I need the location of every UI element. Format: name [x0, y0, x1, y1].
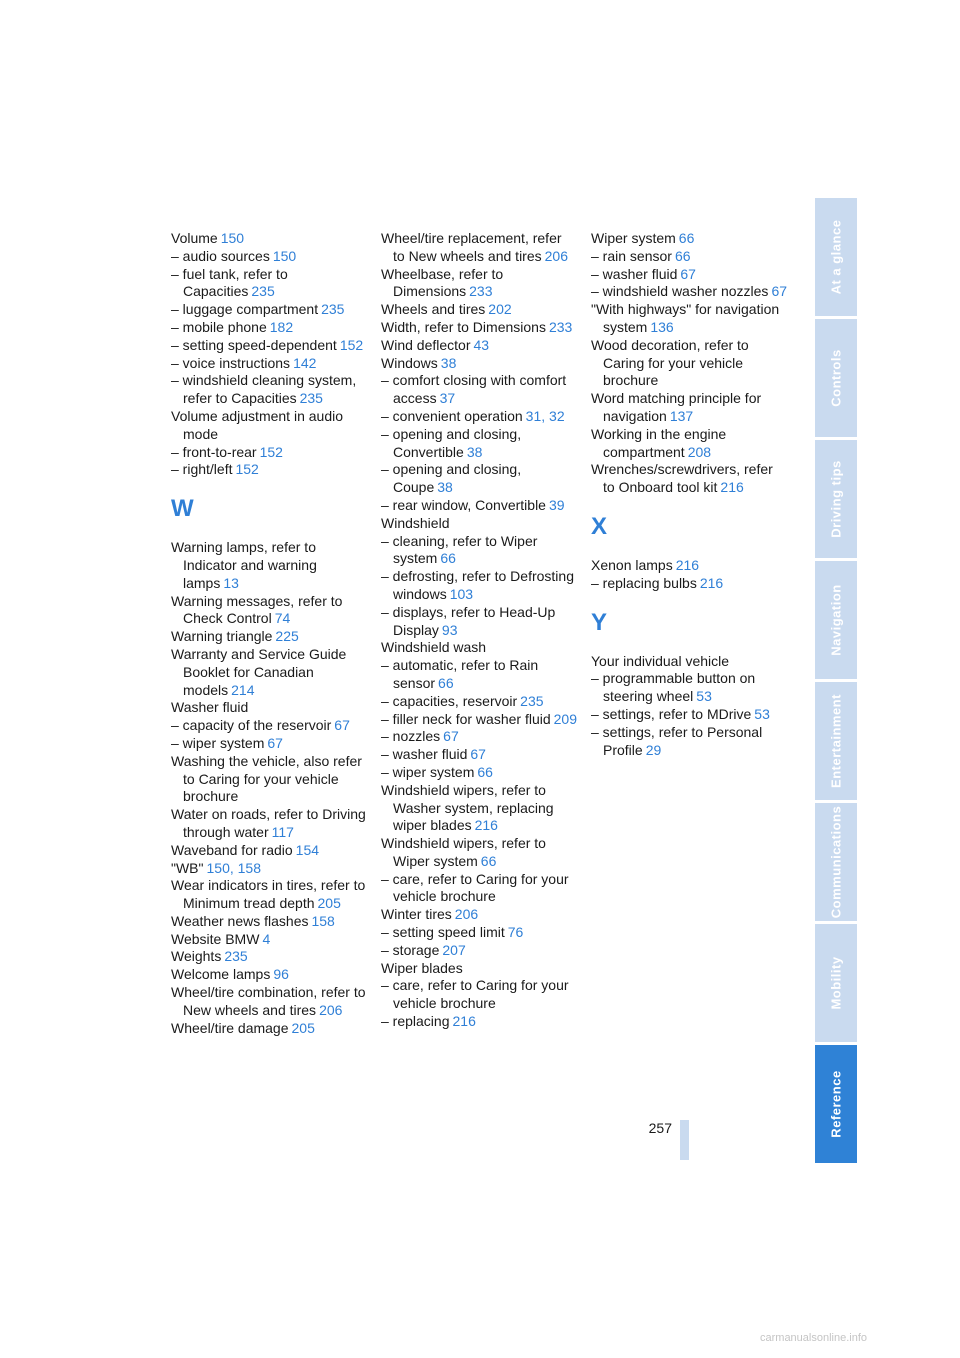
page-reference-link[interactable]: 136	[650, 318, 674, 335]
index-entry	[381, 835, 577, 871]
index-entry	[171, 1020, 367, 1038]
page-reference-link[interactable]: 117	[271, 823, 294, 840]
index-entry-text: – front-to-rear	[171, 443, 257, 460]
index-entry-text: – capacity of the reservoir	[171, 717, 332, 734]
page-reference-link[interactable]: 67	[470, 746, 486, 763]
page-reference-link[interactable]: 66	[440, 550, 456, 567]
page-reference-link[interactable]: 207	[442, 941, 466, 958]
index-entry-text: – replacing	[381, 1013, 450, 1030]
page-reference-link[interactable]: 225	[275, 628, 299, 645]
index-entry-text: Website BMW	[171, 930, 260, 947]
index-entry-text: "WB"	[171, 859, 204, 876]
index-entry-text: – mobile phone	[171, 318, 267, 335]
index-entry	[381, 942, 577, 960]
chapter-tab-label: Reference	[828, 1070, 844, 1138]
chapter-tab-controls[interactable]	[815, 319, 857, 437]
index-entry	[171, 984, 367, 1020]
index-section-letter: Y	[591, 608, 608, 636]
index-entry	[171, 372, 367, 408]
page-reference-link[interactable]: 205	[317, 895, 341, 912]
page-reference-link[interactable]: 103	[449, 585, 474, 602]
index-entry-text: Your individual vehicle	[591, 652, 730, 669]
index-entry-text: – programmable button on steering wheel	[591, 670, 756, 705]
page-reference-link[interactable]: 216	[452, 1013, 476, 1030]
page-reference-link[interactable]: 152	[235, 461, 259, 478]
index-entry	[591, 248, 787, 266]
page-reference-link[interactable]: 206	[319, 1001, 343, 1018]
index-entry	[381, 337, 577, 355]
page-reference-link[interactable]: 31	[525, 407, 542, 424]
chapter-tab-mobility[interactable]	[815, 924, 857, 1042]
index-entry-text: – rear window, Convertible	[381, 496, 546, 513]
index-entry-text: – cleaning, refer to Wiper system	[381, 532, 538, 567]
index-entry-text: – right/left	[171, 461, 233, 478]
page-reference-link[interactable]: 67	[771, 283, 788, 300]
chapter-tab-driving-tips[interactable]	[815, 440, 857, 558]
index-entry-text: – rain sensor	[591, 247, 672, 264]
index-entry	[171, 913, 367, 931]
page-reference-link[interactable]: 216	[699, 574, 724, 591]
index-entry	[381, 711, 577, 729]
page-reference-link[interactable]: 154	[295, 841, 320, 858]
page-reference-link[interactable]: 206	[544, 247, 568, 264]
index-entry-text: – settings, refer to Personal Profile	[591, 723, 763, 758]
index-entry	[591, 337, 787, 390]
index-entry	[591, 557, 787, 575]
page-reference-link[interactable]: 152	[339, 336, 364, 353]
index-entry-text: – wiper system	[171, 734, 265, 751]
page-reference-link[interactable]: 96	[273, 966, 289, 983]
index-entry	[381, 497, 577, 515]
index-entry	[381, 319, 577, 337]
index-entry-text: – storage	[381, 941, 440, 958]
index-entry-text: Winter tires	[381, 906, 452, 923]
page-reference-link[interactable]: 13	[223, 574, 239, 591]
index-entry	[591, 670, 787, 706]
index-entry-text: – convenient operation	[381, 407, 523, 424]
index-entry	[171, 699, 367, 717]
page-reference-link[interactable]: 152	[259, 443, 283, 460]
index-entry	[171, 628, 367, 646]
index-entry-text: Warning lamps, refer to Indicator and warning lamps	[171, 539, 317, 591]
index-entry	[591, 724, 787, 760]
page-reference-link[interactable]: 74	[274, 610, 291, 627]
page-reference-link[interactable]: 66	[438, 674, 454, 691]
index-entry-text: "With highways" for navigation system	[591, 301, 780, 335]
index-entry-text: – windshield cleaning system, refer to Capacities	[171, 372, 357, 407]
index-entry-text: Xenon lamps	[591, 556, 673, 573]
index-entry-text: Wind deflector	[381, 336, 471, 353]
index-entry	[381, 871, 577, 907]
index-entry-text: – care, refer to Caring for your vehicle brochure	[381, 977, 569, 1012]
index-entry	[171, 842, 367, 860]
page-reference-link[interactable]: 205	[291, 1019, 315, 1036]
index-entry-text: – setting speed limit	[381, 924, 505, 941]
index-entry	[171, 461, 367, 479]
index-entry-text: Windshield wash	[381, 639, 487, 656]
page-reference-link[interactable]: 38	[466, 443, 483, 460]
index-entry-text: Wheel/tire damage	[171, 1019, 289, 1036]
index-entry-text: Word matching principle for navigation	[591, 390, 762, 424]
chapter-tab-label: Communications	[828, 805, 844, 919]
chapter-tab-label: Controls	[828, 349, 844, 407]
page-reference-link[interactable]: 66	[678, 230, 695, 246]
index-entry	[591, 301, 787, 337]
index-entry-text: Volume adjustment in audio mode	[171, 407, 343, 442]
index-column-1	[171, 230, 367, 1037]
page-reference-link[interactable]: 235	[299, 390, 323, 407]
page-separator: ,	[541, 407, 550, 424]
index-entry-text: – comfort closing with comfort access	[381, 372, 567, 407]
index-entry	[381, 782, 577, 835]
index-entry	[171, 337, 367, 355]
index-entry-text: – automatic, refer to Rain sensor	[381, 657, 539, 691]
index-entry	[591, 266, 787, 284]
index-entry	[171, 266, 367, 302]
index-entry-text: Wheels and tires	[381, 301, 486, 318]
index-entry-text: Warranty and Service Guide Booklet for Canadian models	[171, 645, 347, 698]
index-entry-text: – washer fluid	[381, 746, 468, 763]
chapter-tab-entertainment[interactable]	[815, 682, 857, 800]
page-reference-link[interactable]: 29	[645, 741, 662, 758]
page-reference-link[interactable]: 4	[262, 930, 271, 947]
index-entry	[381, 301, 577, 319]
index-entry-text: Wrenches/screwdrivers, refer to Onboard tool kit	[591, 461, 773, 496]
index-entry-text: Wiper blades	[381, 959, 463, 976]
page-reference-link[interactable]: 216	[474, 817, 498, 834]
index-entry	[171, 646, 367, 699]
index-entry	[381, 746, 577, 764]
index-entry	[381, 426, 577, 462]
index-entry	[381, 764, 577, 782]
index-entry	[171, 301, 367, 319]
index-entry	[171, 948, 367, 966]
index-entry	[381, 604, 577, 640]
page-reference-link[interactable]: 66	[674, 247, 691, 264]
index-entry-text: – opening and closing, Coupe	[381, 461, 522, 496]
index-entry-text: – setting speed-dependent	[171, 336, 337, 353]
page-reference-link[interactable]: 67	[680, 265, 696, 282]
page-reference-link[interactable]: 32	[549, 407, 565, 424]
index-entry	[381, 639, 577, 657]
page-reference-link[interactable]: 137	[669, 407, 694, 424]
index-entry-text: Wear indicators in tires, refer to Minimum tread depth	[171, 877, 366, 912]
index-entry-text: Water on roads, refer to Driving through water	[171, 806, 366, 840]
index-entry-text: Wheelbase, refer to Dimensions	[381, 265, 504, 300]
index-entry	[171, 860, 367, 878]
index-entry	[381, 960, 577, 978]
chapter-tab-label: Entertainment	[828, 694, 844, 788]
index-entry-text: – replacing bulbs	[591, 574, 697, 591]
page-reference-link[interactable]: 158	[237, 859, 261, 876]
page-reference-link[interactable]: 66	[480, 852, 497, 869]
page-reference-link[interactable]: 38	[440, 354, 457, 371]
chapter-tabs	[815, 198, 857, 1166]
index-section-letter: X	[591, 512, 608, 540]
index-column-3	[591, 230, 787, 759]
index-entry	[171, 355, 367, 373]
index-entry	[171, 966, 367, 984]
index-entry	[381, 372, 577, 408]
index-entry-text: – windshield washer nozzles	[591, 283, 769, 300]
index-entry-text: Windshield wipers, refer to Wiper system	[381, 835, 546, 869]
index-entry	[171, 408, 367, 444]
index-entry-text: Working in the engine compartment	[591, 425, 727, 460]
index-entry-text: Weights	[171, 948, 222, 965]
page-reference-link[interactable]: 150	[220, 230, 245, 246]
index-entry	[381, 924, 577, 942]
index-entry-text: – defrosting, refer to Defrosting windows	[381, 568, 574, 602]
chapter-tab-at-a-glance[interactable]	[815, 198, 857, 316]
index-entry-text: Wiper system	[591, 230, 676, 246]
index-entry-text: Washing the vehicle, also refer to Caring for your vehicle brochure	[171, 752, 362, 805]
index-entry	[591, 426, 787, 462]
index-entry	[381, 977, 577, 1013]
page-reference-link[interactable]: 37	[439, 390, 456, 407]
page-number-bar	[680, 1120, 689, 1160]
chapter-tab-label: At a glance	[828, 219, 844, 295]
index-entry	[381, 230, 577, 266]
index-entry-text: Welcome lamps	[171, 966, 271, 983]
index-entry-text: Width, refer to Dimensions	[381, 318, 546, 335]
page-separator: ,	[229, 859, 238, 876]
page-reference-link[interactable]: 67	[267, 734, 283, 751]
index-entry	[591, 653, 787, 671]
page-reference-link[interactable]: 208	[687, 443, 712, 460]
page-reference-link[interactable]: 214	[231, 681, 255, 698]
page-reference-link[interactable]: 202	[488, 301, 512, 318]
page-reference-link[interactable]: 67	[443, 728, 459, 745]
index-entry	[381, 906, 577, 924]
index-entry-text: – luggage compartment	[171, 301, 319, 318]
chapter-tab-reference[interactable]	[815, 1045, 857, 1163]
index-entry	[171, 931, 367, 949]
page-reference-link[interactable]: 158	[311, 912, 335, 929]
index-column-2	[381, 230, 577, 1031]
index-entry	[591, 461, 787, 497]
index-entry	[171, 248, 367, 266]
page-reference-link[interactable]: 67	[334, 717, 350, 734]
index-entry	[171, 230, 367, 248]
index-entry-text: – care, refer to Caring for your vehicle brochure	[381, 870, 569, 905]
index-entry-text: – washer fluid	[591, 265, 678, 282]
index-entry	[171, 877, 367, 913]
index-entry	[381, 1013, 577, 1031]
index-entry	[171, 717, 367, 735]
index-entry	[381, 728, 577, 746]
index-entry-text: Windshield	[381, 514, 450, 531]
index-entry	[171, 539, 367, 592]
index-entry	[591, 390, 787, 426]
page-reference-link[interactable]: 53	[696, 688, 712, 705]
index-entry	[381, 657, 577, 693]
page-reference-link[interactable]: 93	[441, 621, 458, 638]
index-entry-text: Wood decoration, refer to Caring for your vehicle brochure	[591, 336, 749, 389]
index-entry	[171, 444, 367, 462]
index-entry-text: Windows	[381, 354, 438, 371]
index-entry-text: Wheel/tire combination, refer to New wheels and tires	[171, 984, 366, 1018]
footer-watermark: carmanualsonline.info	[760, 1332, 868, 1344]
page-reference-link[interactable]: 150	[206, 859, 230, 876]
page-number: 257	[648, 1120, 672, 1136]
index-entry-text: Warning triangle	[171, 628, 273, 645]
index-entry	[171, 753, 367, 806]
index-entry-text: – filler neck for washer fluid	[381, 710, 551, 727]
page-reference-link[interactable]: 235	[224, 948, 248, 965]
page-reference-link[interactable]: 216	[720, 479, 744, 496]
chapter-tab-navigation[interactable]	[815, 561, 857, 679]
index-entry-text: – displays, refer to Head-Up Display	[381, 603, 556, 638]
chapter-tab-label: Mobility	[828, 956, 844, 1010]
index-section-letter: W	[171, 495, 194, 523]
chapter-tab-communications[interactable]	[815, 803, 857, 921]
page-reference-link[interactable]: 39	[548, 496, 565, 513]
page-reference-link[interactable]: 66	[477, 763, 493, 780]
index-entry	[381, 693, 577, 711]
page-reference-link[interactable]: 235	[251, 283, 275, 300]
page-reference-link[interactable]: 142	[293, 354, 317, 371]
index-entry-text: – opening and closing, Convertible	[381, 425, 522, 460]
page-reference-link[interactable]: 233	[548, 318, 573, 335]
index-entry-text: – wiper system	[381, 763, 475, 780]
index-entry-text: – settings, refer to MDrive	[591, 705, 752, 722]
index-entry-text: – fuel tank, refer to Capacities	[171, 265, 288, 300]
index-entry-text: Washer fluid	[171, 699, 249, 716]
index-entry	[591, 575, 787, 593]
page-reference-link[interactable]: 76	[507, 924, 524, 941]
page-reference-link[interactable]: 235	[321, 301, 345, 318]
index-entry	[381, 568, 577, 604]
page-reference-link[interactable]: 209	[553, 710, 577, 727]
index-entry	[381, 515, 577, 533]
page-reference-link[interactable]: 235	[520, 692, 544, 709]
index-entry-text: Windshield wipers, refer to Washer system, replacing wiper blades	[381, 781, 554, 834]
index-entry-text: – voice instructions	[171, 354, 291, 371]
page-reference-link[interactable]: 150	[272, 247, 297, 264]
index-entry-text: Weather news flashes	[171, 912, 309, 929]
index-entry-text: Waveband for radio	[171, 841, 293, 858]
index-entry	[381, 461, 577, 497]
index-entry	[381, 355, 577, 373]
page-reference-link[interactable]: 206	[454, 906, 479, 923]
index-entry	[591, 230, 787, 248]
index-entry-text: – nozzles	[381, 728, 441, 745]
index-entry	[381, 408, 577, 426]
index-entry-text: – capacities, reservoir	[381, 692, 518, 709]
chapter-tab-label: Navigation	[828, 584, 844, 656]
page-reference-link[interactable]: 38	[437, 479, 453, 496]
page-reference-link[interactable]: 43	[473, 336, 490, 353]
page-reference-link[interactable]: 53	[754, 705, 770, 722]
index-entry	[171, 806, 367, 842]
index-entry	[381, 266, 577, 302]
page-reference-link[interactable]: 216	[675, 556, 700, 573]
index-entry	[171, 593, 367, 629]
page-reference-link[interactable]: 233	[469, 283, 493, 300]
index-entry-text: Wheel/tire replacement, refer to New wheels and tires	[381, 230, 562, 264]
index-entry	[591, 283, 787, 301]
index-entry	[171, 735, 367, 753]
index-entry-text: Warning messages, refer to Check Control	[171, 592, 343, 627]
index-entry-text: – audio sources	[171, 247, 270, 264]
index-entry-text: Volume	[171, 230, 218, 246]
chapter-tab-label: Driving tips	[828, 460, 844, 538]
page-reference-link[interactable]: 182	[269, 318, 294, 335]
index-entry	[381, 533, 577, 569]
index-entry	[591, 706, 787, 724]
index-entry	[171, 319, 367, 337]
